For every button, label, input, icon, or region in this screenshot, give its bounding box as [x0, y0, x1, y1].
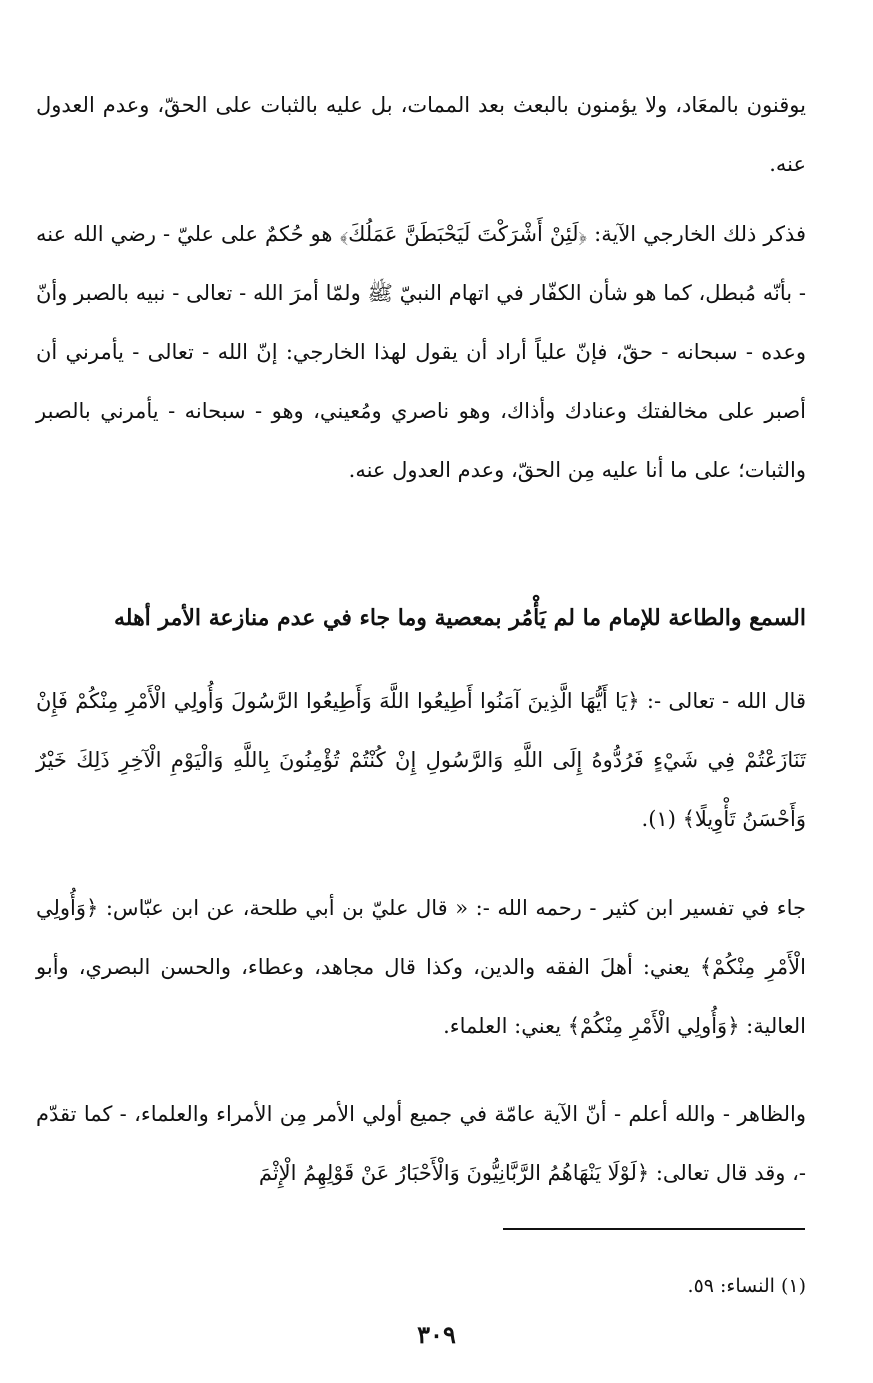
footnote: (١) النساء: ٥٩. [687, 1275, 806, 1297]
paragraph-quran-verse: قال الله - تعالى -: ﴿يَا أَيُّهَا الَّذِينَ آمَنُوا أَطِيعُوا اللَّهَ وَأَطِيعُوا الرَّسُولَ وَأُولِي الْأَمْرِ مِنْكُمْ فَإِنْ تَنَازَعْتُمْ فِي شَيْءٍ فَرُدُّوهُ إِلَى اللَّهِ وَالرَّسُولِ إِنْ كُنْتُمْ تُؤْمِنُونَ بِاللَّهِ وَالْيَوْمِ الْآخِرِ ذَلِكَ خَيْرٌ وَأَحْسَنُ تَأْوِيلًا﴾ (١). [36, 689, 806, 831]
page-number: ٣٠٩ [417, 1320, 456, 1349]
section-heading: السمع والطاعة للإمام ما لم يَأْمُر بمعصية وما جاء في عدم منازعة الأمر أهله [114, 605, 806, 632]
paragraph-ibn-kathir: جاء في تفسير ابن كثير - رحمه الله -: « قال عليّ بن أبي طلحة، عن ابن عبّاس: ﴿وَأُولِي الْأَمْرِ مِنْكُمْ﴾ يعني: أهلَ الفقه والدين، وكذا قال مجاهد، وعطاء، والحسن البصري، وأبو العالية: ﴿وَأُولِي الْأَمْرِ مِنْكُمْ﴾ يعني: العلماء. [36, 896, 806, 1038]
paragraph-1: يوقنون بالمعَاد، ولا يؤمنون بالبعث بعد الممات، بل عليه بالثبات على الحقّ، وعدم العدول عنه. [36, 93, 806, 176]
footnote-divider [503, 1228, 805, 1230]
paragraph-2: فذكر ذلك الخارجي الآية: ﴿لَئِنْ أَشْرَكْتَ لَيَحْبَطَنَّ عَمَلُكَ﴾ هو حُكمٌ على عليّ - رضي الله عنه - بأنّه مُبطل، كما هو شأن الكفّار في اتهام النبيّ ﷺ ولمّا أمرَ الله - تعالى - نبيه بالصبر وأنّ وعده - سبحانه - حقّ، فإنّ علياً أراد أن يقول لهذا الخارجي: إنّ الله - تعالى - يأمرني أن أصبر على مخالفتك وعنادك وأذاك، وهو ناصري ومُعيني، وهو - سبحانه - يأمرني بالصبر والثبات؛ على ما أنا عليه مِن الحقّ، وعدم العدول عنه. [36, 222, 806, 482]
paragraph-conclusion: والظاهر - والله أعلم - أنّ الآية عامّة في جميع أولي الأمر مِن الأمراء والعلماء، - كما تقدّم -، وقد قال تعالى: ﴿لَوْلَا يَنْهَاهُمُ الرَّبَّانِيُّونَ وَالْأَحْبَارُ عَنْ قَوْلِهِمُ الْإِثْمَ [36, 1102, 806, 1185]
